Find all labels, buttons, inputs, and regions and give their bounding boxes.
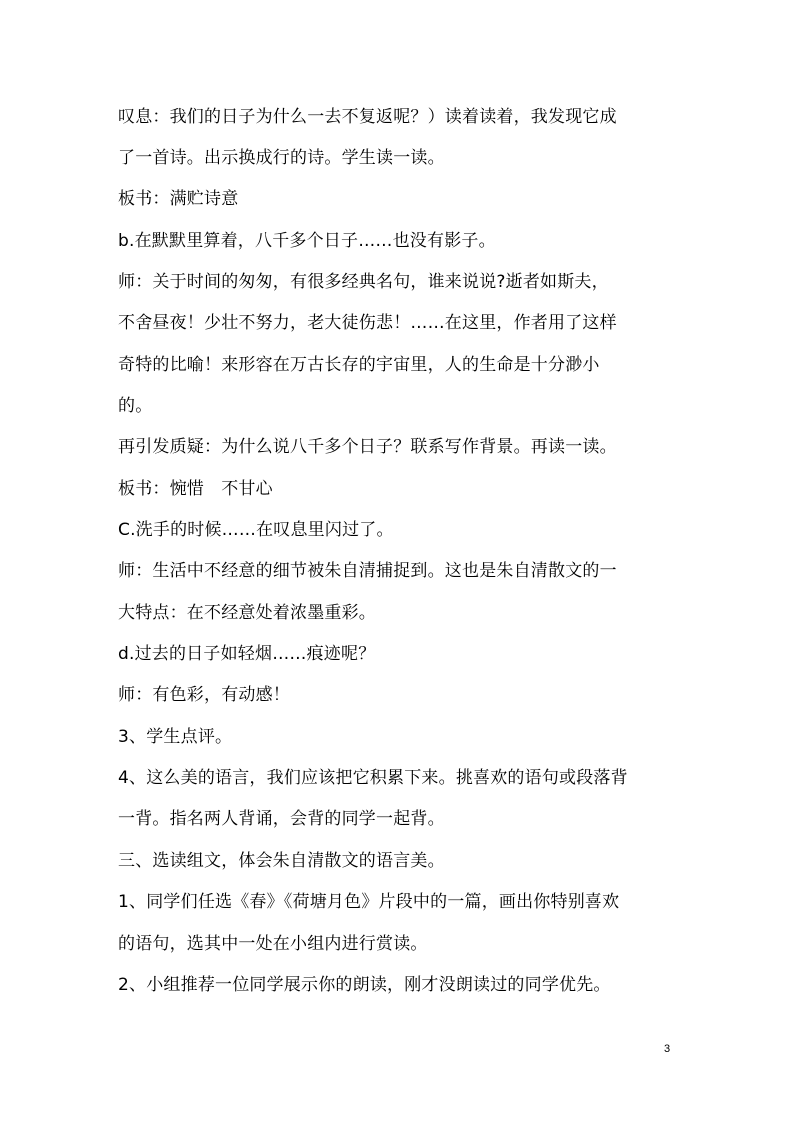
text-line: 3、学生点评。 <box>118 727 233 747</box>
text-line: 叹息：我们的日子为什么一去不复返呢？）读着读着，我发现它成 <box>118 107 617 127</box>
text-line: 2、小组推荐一位同学展示你的朗读，刚才没朗读过的同学优先。 <box>118 975 611 995</box>
text-line: 师：有色彩，有动感！ <box>118 685 290 705</box>
text-line: 板书：惋惜 不甘心 <box>118 479 273 499</box>
text-line: C.洗手的时候……在叹息里闪过了。 <box>118 520 394 540</box>
text-line: 一背。指名两人背诵，会背的同学一起背。 <box>118 809 445 829</box>
text-line: 师：关于时间的匆匆，有很多经典名句，谁来说说?逝者如斯夫， <box>118 272 609 292</box>
text-line: 不舍昼夜！少壮不努力，老大徒伤悲！……在这里，作者用了这样 <box>118 313 617 333</box>
text-line: 1、同学们任选《春》《荷塘月色》片段中的一篇，画出你特别喜欢 <box>118 892 620 912</box>
text-line: 4、这么美的语言，我们应该把它积累下来。挑喜欢的语句或段落背 <box>118 768 628 788</box>
text-line: 了一首诗。出示换成行的诗。学生读一读。 <box>118 148 445 168</box>
text-line: 板书：满贮诗意 <box>118 189 239 209</box>
text-line: d.过去的日子如轻烟……痕迹呢？ <box>118 644 376 664</box>
text-line: 的语句，选其中一处在小组内进行赏读。 <box>118 934 428 954</box>
text-line: b.在默默里算着，八千多个日子……也没有影子。 <box>118 231 496 251</box>
page-number: 3 <box>664 1043 671 1055</box>
text-line: 的。 <box>118 396 153 416</box>
text-line: 奇特的比喻！来形容在万古长存的宇宙里，人的生命是十分渺小 <box>118 355 600 375</box>
text-line: 大特点：在不经意处着浓墨重彩。 <box>118 603 376 623</box>
text-line: 三、选读组文，体会朱自清散文的语言美。 <box>118 851 445 871</box>
text-line: 再引发质疑：为什么说八千多个日子？联系写作背景。再读一读。 <box>118 437 617 457</box>
text-line: 师：生活中不经意的细节被朱自清捕捉到。这也是朱自清散文的一 <box>118 561 617 581</box>
